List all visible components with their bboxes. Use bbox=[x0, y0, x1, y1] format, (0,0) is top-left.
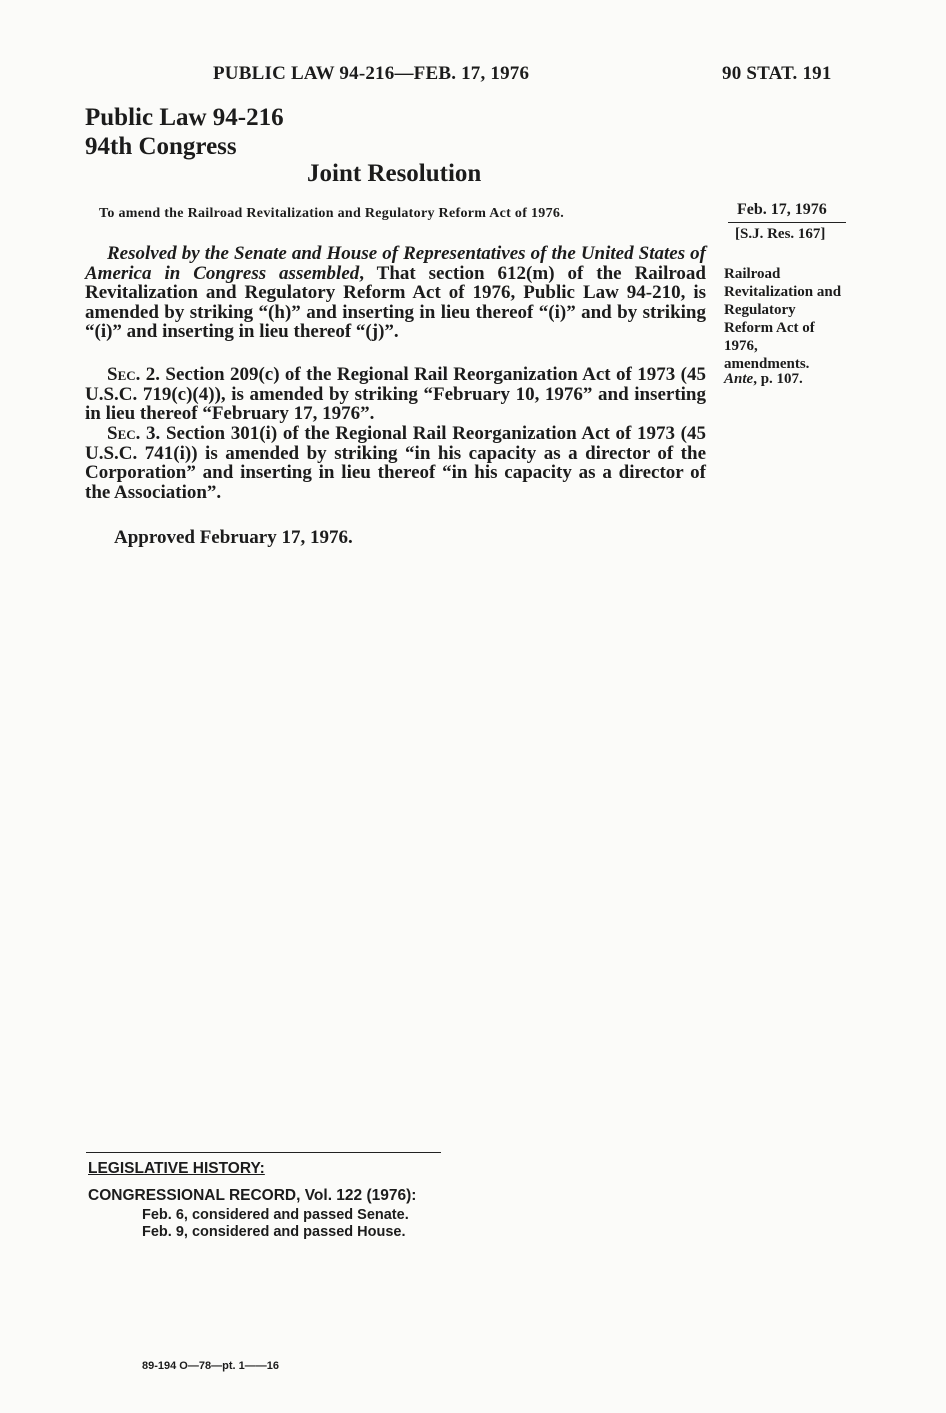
footer-print-code: 89-194 O—78—pt. 1——16 bbox=[142, 1360, 279, 1372]
section-1-text: , That section 612(m) of the Railroad Revitalization and Regulatory Reform Act of 1976, Public Law 94-210, is amended by striking “(h)” and inserting in lieu thereof “(i)” and by striking “(i)” and inserting in lieu thereof “(j)”. bbox=[85, 262, 706, 343]
margin-resolution-number: [S.J. Res. 167] bbox=[735, 226, 826, 242]
stat-citation: 90 STAT. 191 bbox=[722, 63, 832, 84]
law-number: Public Law 94-216 bbox=[85, 104, 284, 131]
enacting-clause: Resolved by the Senate and House of Representatives of the United States of America in Congress assembled bbox=[85, 243, 706, 284]
house-action-line: Feb. 9, considered and passed House. bbox=[142, 1224, 406, 1240]
section-3-paragraph bbox=[85, 424, 706, 502]
section-2-paragraph bbox=[85, 365, 706, 424]
margin-ante-page: , p. 107. bbox=[753, 371, 803, 387]
legislative-history-title: LEGISLATIVE HISTORY: bbox=[88, 1160, 265, 1177]
enacting-paragraph bbox=[85, 244, 706, 342]
margin-divider bbox=[728, 222, 846, 223]
congressional-record-line: CONGRESSIONAL RECORD, Vol. 122 (1976): bbox=[88, 1187, 417, 1204]
legislative-history-divider bbox=[86, 1152, 441, 1153]
congress-number: 94th Congress bbox=[85, 133, 237, 160]
section-2-label: Sec. 2. bbox=[107, 364, 161, 385]
approval-date: Approved February 17, 1976. bbox=[114, 527, 353, 548]
section-2-text: Section 209(c) of the Regional Rail Reorganization Act of 1973 (45 U.S.C. 719(c)(4)), is amended by striking “February 10, 1976” and inserting in lieu thereof “February 17, 1976”. bbox=[85, 364, 706, 425]
section-3-text: Section 301(i) of the Regional Rail Reorganization Act of 1973 (45 U.S.C. 741(i)) is amended by striking “in his capacity as a director of the Corporation” and inserting in lieu thereof “in his capacity as a director of the Association”. bbox=[85, 423, 706, 503]
running-title: PUBLIC LAW 94-216—FEB. 17, 1976 bbox=[213, 63, 530, 84]
document-type-heading: Joint Resolution bbox=[307, 160, 482, 187]
purpose-statement: To amend the Railroad Revitalization and Regulatory Reform Act of 1976. bbox=[99, 206, 564, 221]
margin-cross-reference bbox=[724, 371, 803, 388]
margin-topic-note: Railroad Revitalization and Regulatory Reform Act of 1976, amendments. bbox=[724, 266, 842, 372]
section-3-label: Sec. 3. bbox=[107, 423, 161, 444]
senate-action-line: Feb. 6, considered and passed Senate. bbox=[142, 1207, 409, 1223]
margin-ante-word: Ante bbox=[724, 371, 754, 387]
margin-date: Feb. 17, 1976 bbox=[737, 201, 827, 218]
